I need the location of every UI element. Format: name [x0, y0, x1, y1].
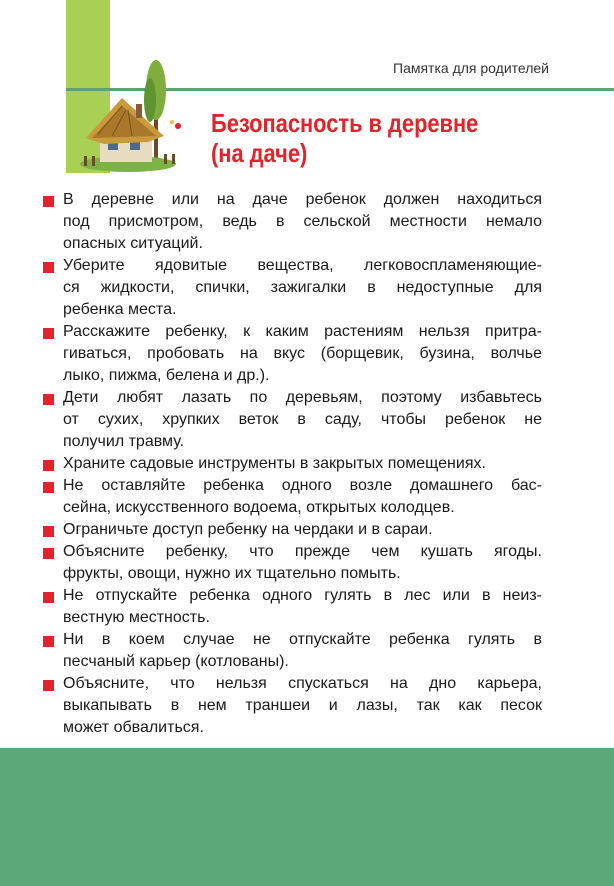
- bullet-square-icon: [43, 526, 54, 537]
- list-item: [42, 189, 542, 255]
- list-item: [42, 629, 542, 673]
- list-item: [42, 475, 542, 519]
- bullet-square-icon: [43, 548, 54, 559]
- list-item-line: вестную местность.: [63, 609, 210, 626]
- list-item: [42, 453, 542, 475]
- list-item: [42, 321, 542, 387]
- list-item-line: сейна, искусственного водоема, открытых колодцев.: [63, 499, 455, 516]
- list-item-line: может обвалиться.: [63, 719, 204, 736]
- list-item-line: под присмотром, ведь в сельской местности немало: [63, 213, 542, 230]
- list-item-line: лыко, пижма, белена и др.).: [63, 367, 270, 384]
- footer-green-band: [0, 748, 614, 886]
- list-item-line: выкапывать в нем траншеи и лазы, так как песок: [63, 697, 542, 714]
- header-label: Памятка для родителей: [393, 60, 549, 76]
- list-item-line: Объясните, что нельзя спускаться на дно карьера,: [63, 675, 542, 692]
- list-item-line: получил травму.: [63, 433, 185, 450]
- village-house-illustration: [78, 60, 192, 178]
- bullet-square-icon: [43, 196, 54, 207]
- list-item: [42, 519, 542, 541]
- list-item-line: Дети любят лазать по деревьям, поэтому избавьтесь: [63, 389, 542, 406]
- list-item-line: Не оставляйте ребенка одного возле домашнего бас-: [63, 477, 542, 494]
- bullet-square-icon: [43, 592, 54, 603]
- list-item: [42, 585, 542, 629]
- list-item-line: фрукты, овощи, нужно их тщательно помыть.: [63, 565, 401, 582]
- list-item: [42, 541, 542, 585]
- list-item: [42, 255, 542, 321]
- list-item: [42, 387, 542, 453]
- list-item-line: опасных ситуаций.: [63, 235, 203, 252]
- list-item-line: ребенка места.: [63, 301, 177, 318]
- list-item-line: Уберите ядовитые вещества, легковоспламеняющие-: [63, 257, 542, 274]
- safety-tips-list: [42, 189, 542, 739]
- bullet-square-icon: [43, 636, 54, 647]
- list-item-line: песчаный карьер (котлованы).: [63, 653, 289, 670]
- list-item-line: Храните садовые инструменты в закрытых помещениях.: [63, 455, 486, 472]
- page-title: [211, 108, 488, 168]
- list-item: [42, 673, 542, 739]
- list-item-line: Объясните ребенку, что прежде чем кушать ягоды.: [63, 543, 542, 560]
- list-item-line: Расскажите ребенку, к каким растениям нельзя притра-: [63, 323, 542, 340]
- list-item-line: от сухих, хрупких веток в саду, чтобы ребенок не: [63, 411, 542, 428]
- bullet-square-icon: [43, 460, 54, 471]
- list-item-line: ся жидкости, спички, зажигалки в недоступные для: [63, 279, 542, 296]
- list-item-line: Ни в коем случае не отпускайте ребенка гулять в: [63, 631, 542, 648]
- list-item-line: Не отпускайте ребенка одного гулять в лес или в неиз-: [63, 587, 542, 604]
- list-item-line: Ограничьте доступ ребенку на чердаки и в сараи.: [63, 521, 433, 538]
- title-line-1: Безопасность в деревне: [211, 108, 479, 138]
- title-line-2: (на даче): [211, 138, 308, 168]
- bullet-square-icon: [43, 262, 54, 273]
- bullet-square-icon: [43, 680, 54, 691]
- bullet-square-icon: [43, 394, 54, 405]
- bullet-square-icon: [43, 482, 54, 493]
- list-item-line: В деревне или на даче ребенок должен находиться: [63, 191, 542, 208]
- bullet-square-icon: [43, 328, 54, 339]
- list-item-line: гиваться, пробовать на вкус (борщевик, бузина, волчье: [63, 345, 542, 362]
